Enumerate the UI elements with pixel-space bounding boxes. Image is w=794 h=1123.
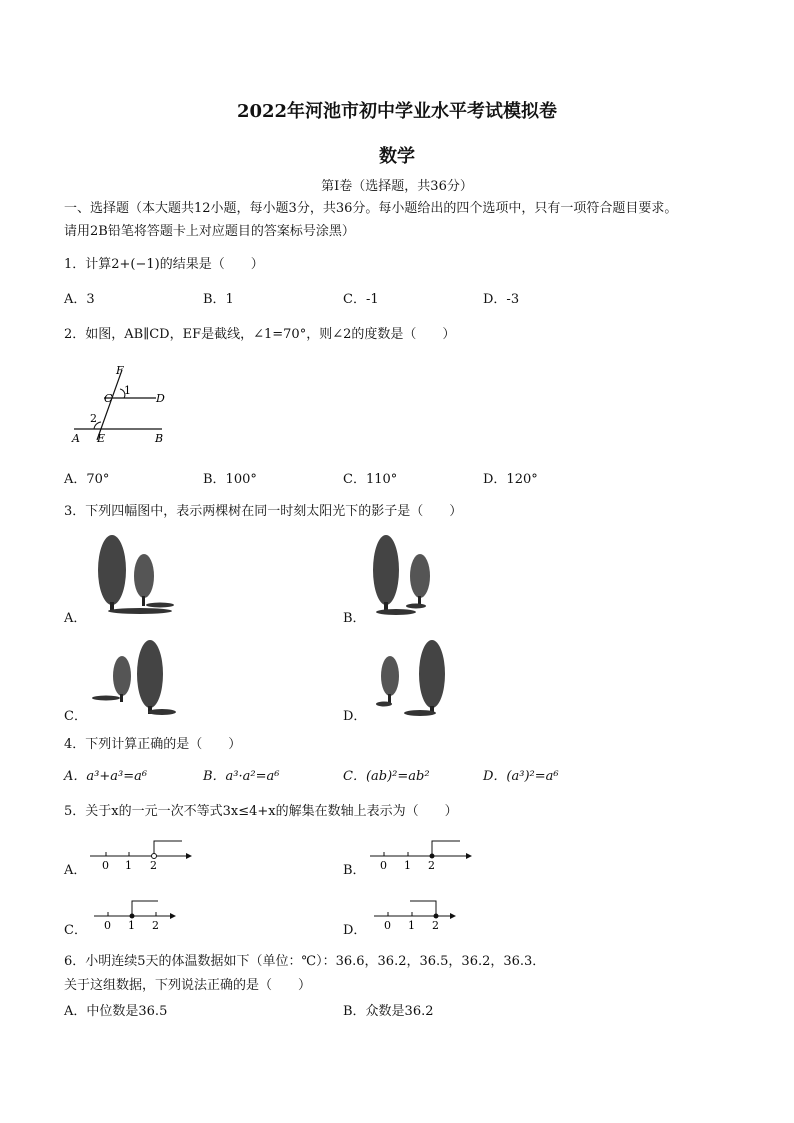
q5-stem: 5．关于x的一元一次不等式3x≤4+x的解集在数轴上表示为（ ）: [64, 804, 458, 819]
label-2: 2: [90, 412, 97, 425]
label-b: B: [155, 432, 164, 445]
q4-option-b: B．a³·a²=a⁶: [203, 769, 280, 784]
q1-stem: 1．计算2+(−1)的结果是（ ）: [64, 257, 264, 272]
tick-0: 0: [380, 859, 387, 872]
tree-large-icon: [98, 535, 126, 605]
q5-option-c-number-line: [92, 898, 182, 934]
tree-small-icon: [134, 554, 154, 598]
solution-ray: [132, 901, 158, 916]
tree-shadow-icon: [146, 603, 174, 608]
q5-option-d-number-line: [372, 898, 462, 934]
q5-option-d: D．: [343, 923, 367, 938]
exam-title: 2022年河池市初中学业水平考试模拟卷: [236, 101, 558, 122]
tree-shadow-icon: [404, 710, 436, 716]
q6-option-a: A．中位数是36.5: [64, 1004, 168, 1019]
q2-figure-parallel-lines: [64, 362, 174, 446]
instructions-line-2: 请用2B铅笔将答题卡上对应题目的答案标号涂黑）: [64, 224, 355, 239]
q4-option-d: D．(a³)²=a⁶: [483, 769, 559, 784]
solid-circle-icon: [434, 914, 439, 919]
label-d: D: [156, 392, 165, 405]
tree-shadow-icon: [92, 696, 120, 701]
label-1: 1: [124, 384, 131, 397]
q3-option-c: C．: [64, 709, 87, 724]
q2-option-c: C．110°: [343, 472, 398, 487]
tree-shadow-icon: [376, 609, 416, 615]
label-a: A: [72, 432, 80, 445]
q3-option-b: B．: [343, 611, 366, 626]
tick-2: 2: [152, 919, 159, 932]
arrow-right-icon: [170, 913, 176, 919]
tree-shadow-icon: [406, 604, 426, 609]
q3-option-c-trees-image: [92, 634, 182, 718]
q4-option-c: C．(ab)²=ab²: [343, 769, 430, 784]
q3-stem: 3．下列四幅图中，表示两棵树在同一时刻太阳光下的影子是（ ）: [64, 504, 463, 519]
q3-option-a: A．: [64, 611, 87, 626]
tick-1: 1: [404, 859, 411, 872]
q2-option-a: A．70°: [64, 472, 110, 487]
tree-large-icon: [419, 640, 445, 708]
q3-option-d-trees-image: [370, 634, 460, 718]
q4-stem: 4．下列计算正确的是（ ）: [64, 737, 242, 752]
tree-shadow-icon: [148, 709, 176, 715]
tree-shadow-icon: [376, 702, 392, 707]
q6-stem-line-2: 关于这组数据，下列说法正确的是（ ）: [64, 978, 312, 993]
tree-small-icon: [113, 656, 131, 696]
arrow-right-icon: [186, 853, 192, 859]
q5-option-b: B．: [343, 863, 366, 878]
label-c: C: [104, 392, 113, 405]
q3-option-a-trees-image: [92, 528, 182, 620]
q6-option-b: B．众数是36.2: [343, 1004, 434, 1019]
open-circle-icon: [152, 854, 157, 859]
q5-option-c: C．: [64, 923, 87, 938]
tick-1: 1: [408, 919, 415, 932]
q1-option-a: A．3: [64, 292, 95, 307]
q5-option-a: A．: [64, 863, 87, 878]
solid-circle-icon: [430, 854, 435, 859]
q1-option-b: B．1: [203, 292, 234, 307]
tick-2: 2: [432, 919, 439, 932]
label-f: F: [116, 364, 124, 377]
q4-option-a: A．a³+a³=a⁶: [64, 769, 148, 784]
tick-0: 0: [384, 919, 391, 932]
q6-stem-line-1: 6．小明连续5天的体温数据如下（单位：℃）：36.6，36.2，36.5，36.2，36.3．: [64, 954, 546, 969]
tree-large-icon: [137, 640, 163, 708]
q3-option-b-trees-image: [368, 528, 458, 620]
tick-1: 1: [128, 919, 135, 932]
q2-stem: 2．如图，AB∥CD，EF是截线，∠1=70°，则∠2的度数是（ ）: [64, 327, 456, 342]
q1-option-d: D．-3: [483, 292, 520, 307]
arrow-right-icon: [466, 853, 472, 859]
q2-option-b: B．100°: [203, 472, 257, 487]
label-e: E: [97, 432, 106, 445]
tick-0: 0: [104, 919, 111, 932]
tree-small-icon: [381, 656, 399, 696]
tick-2: 2: [150, 859, 157, 872]
q2-option-d: D．120°: [483, 472, 538, 487]
tick-1: 1: [125, 859, 132, 872]
solution-ray: [432, 841, 460, 856]
tree-large-icon: [373, 535, 399, 605]
tick-0: 0: [102, 859, 109, 872]
instructions-line-1: 一、选择题（本大题共12小题，每小题3分，共36分。每小题给出的四个选项中，只有一项符合题目要求。: [64, 201, 678, 216]
tree-shadow-icon: [108, 608, 172, 614]
q1-option-c: C．-1: [343, 292, 379, 307]
solid-circle-icon: [130, 914, 135, 919]
solution-ray: [410, 901, 436, 916]
section-title: 第Ⅰ卷（选择题，共36分）: [321, 179, 473, 194]
q3-option-d: D．: [343, 709, 367, 724]
q5-option-b-number-line: [368, 838, 478, 874]
arrow-right-icon: [450, 913, 456, 919]
tree-small-icon: [410, 554, 430, 598]
subject-title: 数学: [379, 146, 415, 167]
solution-ray: [154, 841, 182, 856]
tick-2: 2: [428, 859, 435, 872]
q5-option-a-number-line: [88, 838, 198, 874]
